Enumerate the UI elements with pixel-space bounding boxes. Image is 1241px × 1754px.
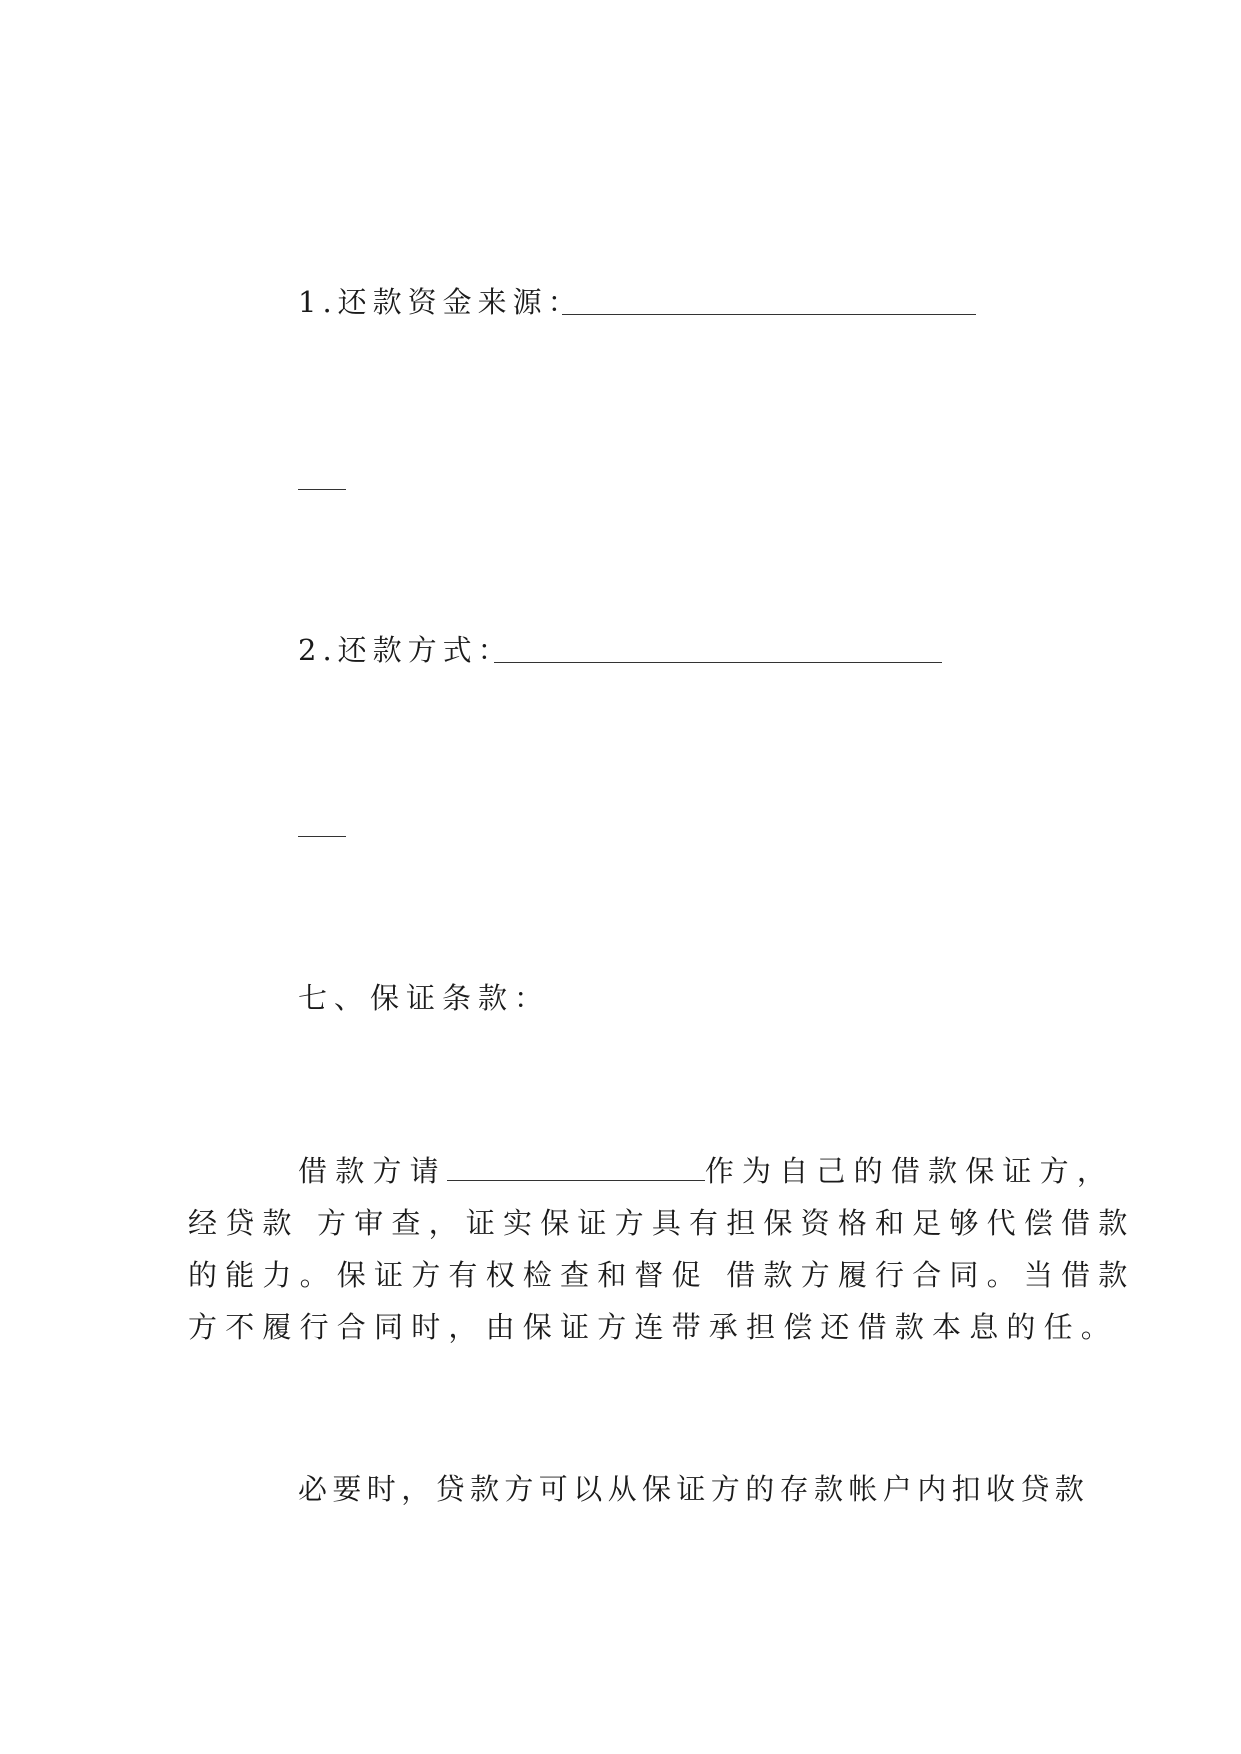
guarantee-suffix: 作为自己的借款保证方， — [704, 1154, 1115, 1188]
repayment-method-label: 2.还款方式： — [298, 633, 513, 667]
deduction-paragraph — [188, 1463, 1090, 1515]
repayment-method-blank[interactable] — [494, 662, 942, 663]
repayment-method-blank-continuation[interactable] — [298, 836, 346, 837]
repayment-source-blank-continuation[interactable] — [298, 489, 346, 490]
paragraph-line: 方不履行合同时，由保证方连带承担偿还借款本息的任。 — [188, 1310, 1119, 1344]
paragraph-line: 经贷款 方审查，证实保证方具有担保资格和足够代偿借款 — [188, 1206, 1136, 1240]
paragraph-line — [188, 1145, 1115, 1197]
paragraph-line: 必要时，贷款方可以从保证方的存款帐户内扣收贷款 — [298, 1472, 1090, 1506]
repayment-source-blank[interactable] — [562, 314, 976, 315]
paragraph-line: 的能力。保证方有权检查和督促 借款方履行合同。当借款 — [188, 1258, 1136, 1292]
guarantee-paragraph — [188, 1145, 1136, 1353]
section-title: 七、保证条款： — [298, 981, 551, 1015]
guarantor-name-blank[interactable] — [447, 1156, 705, 1181]
repayment-source-label: 1.还款资金来源： — [298, 285, 583, 319]
guarantee-prefix: 借款方请 — [298, 1154, 447, 1188]
